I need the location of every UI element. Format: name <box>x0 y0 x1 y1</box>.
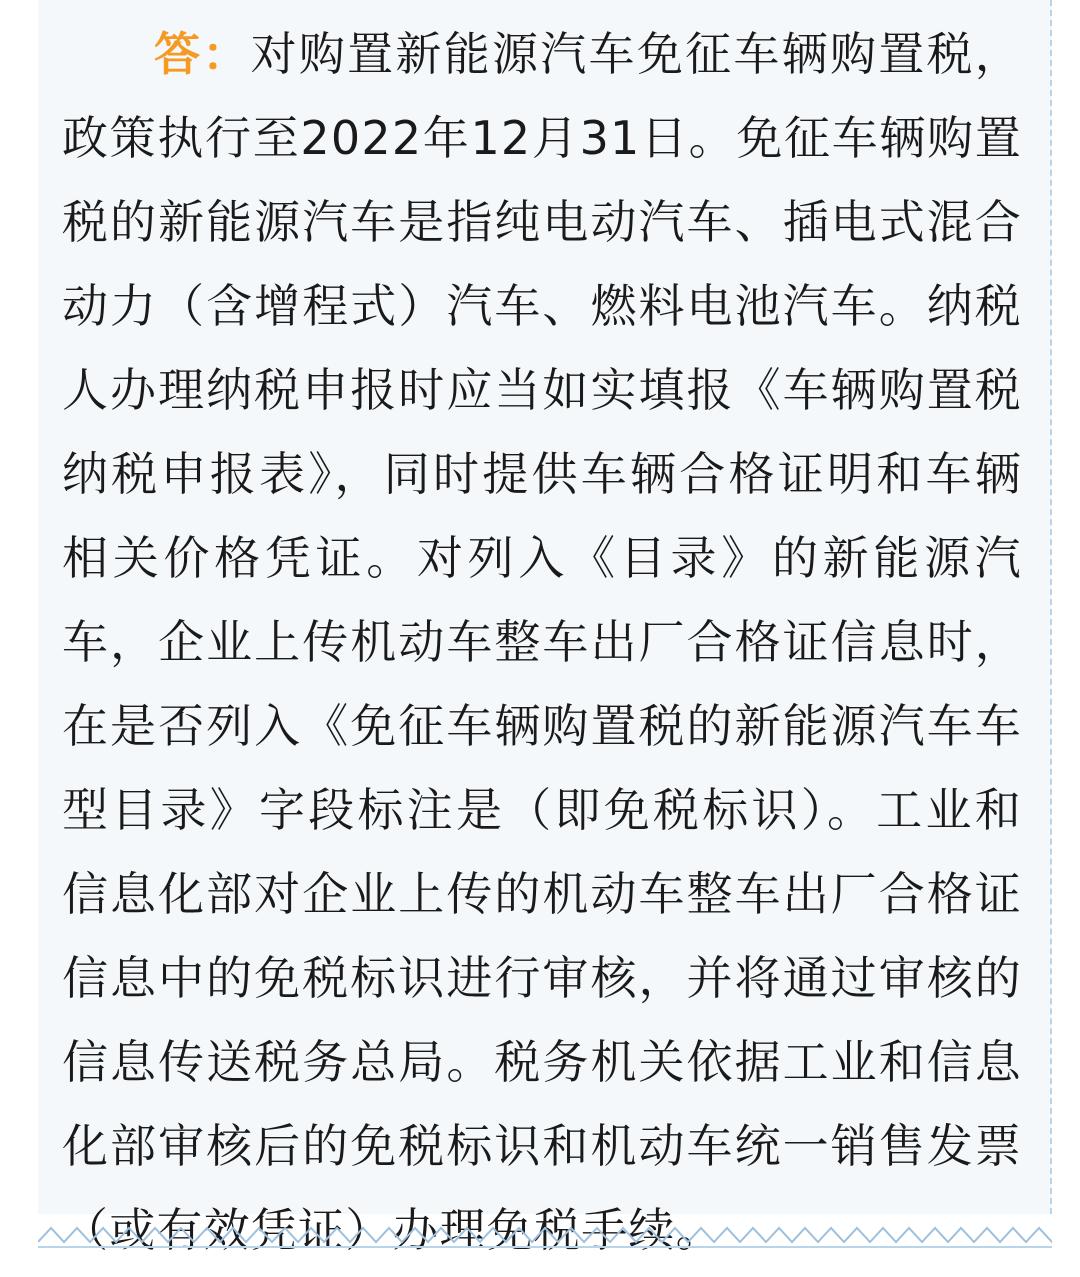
answer-paragraph <box>62 12 1022 1272</box>
wave-border-decoration <box>38 1214 1052 1254</box>
answer-text: 对购置新能源汽车免征车辆购置税，政策执行至2022年12月31日。免征车辆购置税的新能源汽车是指纯电动汽车、插电式混合动力（含增程式）汽车、燃料电池汽车。纳税人办理纳税申报时应当如实填报《车辆购置税纳税申报表》，同时提供车辆合格证明和车辆相关价格凭证。对列入《目录》的新能源汽车，企业上传机动车整车出厂合格证信息时，在是否列入《免征车辆购置税的新能源汽车车型目录》字段标注是（即免税标识）。工业和信息化部对企业上传的机动车整车出厂合格证信息中的免税标识进行审核，并将通过审核的信息传送税务总局。税务机关依据工业和信息化部审核后的免税标识和机动车统一销售发票（或有效凭证）办理免税手续。 <box>62 27 1023 1257</box>
answer-label: 答： <box>154 27 251 81</box>
